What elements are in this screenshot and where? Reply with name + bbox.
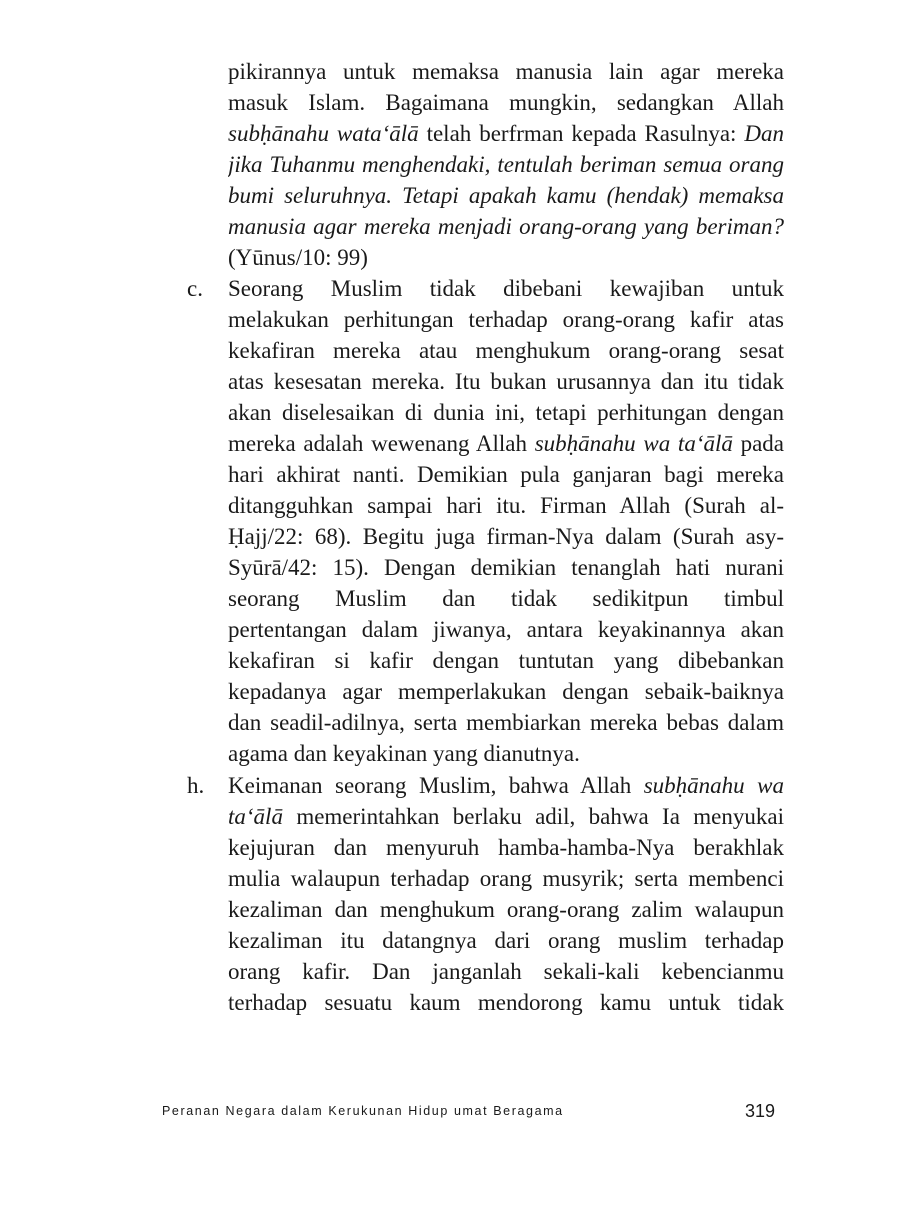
- italic-text: subḥānahu wata‘ālā: [228, 121, 419, 146]
- text-line: [228, 490, 784, 521]
- italic-text: subḥānahu wa ta‘ālā: [534, 431, 733, 456]
- text-run: kekafiran mereka atau menghukum orang-orang sesat: [228, 338, 784, 363]
- text-run: orang kafir. Dan janganlah sekali-kali kebencianmu: [228, 959, 784, 984]
- italic-text: bumi seluruhnya. Tetapi apakah kamu (hendak) memaksa: [228, 183, 784, 208]
- text-line: [228, 894, 784, 925]
- text-line: [228, 770, 784, 801]
- text-run: memerintahkan berlaku adil, bahwa Ia menyukai: [282, 804, 784, 829]
- text-run: seorang Muslim dan tidak sedikitpun timbul: [228, 586, 784, 611]
- text-run: telah berfrman kepada Rasulnya:: [418, 121, 745, 146]
- text-line: [228, 987, 784, 1018]
- text-line: [228, 863, 784, 894]
- text-line: [228, 521, 784, 552]
- text-run: dan seadil-adilnya, serta membiarkan mereka bebas dalam: [228, 710, 784, 735]
- text-run: pada: [732, 431, 784, 456]
- list-marker: h.: [187, 773, 205, 798]
- text-run: mereka adalah wewenang Allah: [228, 431, 535, 456]
- text-run: (Yūnus/10: 99): [228, 245, 368, 270]
- text-line: [228, 552, 784, 583]
- text-run: kezaliman itu datangnya dari orang muslim terhadap: [228, 928, 784, 953]
- text-line: [228, 801, 784, 832]
- text-run: Ḥajj/22: 68). Begitu juga firman-Nya dalam (Surah asy-: [228, 524, 784, 549]
- text-line: [228, 211, 784, 242]
- text-line: [228, 428, 784, 459]
- text-line: [228, 956, 784, 987]
- text-line: [228, 459, 784, 490]
- text-run: akan diselesaikan di dunia ini, tetapi perhitungan dengan: [228, 400, 784, 425]
- text-run: Keimanan seorang Muslim, bahwa Allah: [228, 773, 644, 798]
- text-line: [228, 118, 784, 149]
- text-run: ditangguhkan sampai hari itu. Firman Allah (Surah al-: [228, 493, 784, 518]
- text-line: [228, 676, 784, 707]
- text-line: [228, 335, 784, 366]
- text-line: [228, 149, 784, 180]
- text-line: [228, 738, 784, 769]
- italic-text: ta‘ālā: [228, 804, 283, 829]
- text-line: [228, 925, 784, 956]
- list-item-body: [228, 273, 784, 769]
- text-run: Seorang Muslim tidak dibebani kewajiban untuk: [228, 276, 784, 301]
- text-line: [228, 645, 784, 676]
- text-line: [228, 397, 784, 428]
- running-footer-title: Peranan Negara dalam Kerukunan Hidup umat Beragama: [162, 1104, 564, 1118]
- text-run: agama dan keyakinan yang dianutnya.: [228, 741, 580, 766]
- text-run: hari akhirat nanti. Demikian pula ganjaran bagi mereka: [228, 462, 784, 487]
- text-run: masuk Islam. Bagaimana mungkin, sedangkan Allah: [228, 90, 784, 115]
- text-line: [228, 304, 784, 335]
- text-line: [228, 583, 784, 614]
- text-run: kejujuran dan menyuruh hamba-hamba-Nya berakhlak: [228, 835, 784, 860]
- text-line: [228, 180, 784, 211]
- text-run: kekafiran si kafir dengan tuntutan yang dibebankan: [228, 648, 784, 673]
- text-run: melakukan perhitungan terhadap orang-orang kafir atas: [228, 307, 784, 332]
- text-line: [228, 242, 784, 273]
- text-line: [228, 614, 784, 645]
- italic-text: manusia agar mereka menjadi orang-orang yang beriman?: [228, 214, 784, 239]
- text-run: Syūrā/42: 15). Dengan demikian tenanglah hati nurani: [228, 555, 784, 580]
- text-line: [228, 707, 784, 738]
- text-run: pikirannya untuk memaksa manusia lain agar mereka: [228, 59, 784, 84]
- italic-text: jika Tuhanmu menghendaki, tentulah beriman semua orang: [228, 152, 784, 177]
- list-item-body: [228, 770, 784, 1018]
- text-line: [228, 273, 784, 304]
- text-line: [228, 87, 784, 118]
- text-line: [228, 832, 784, 863]
- italic-text: Dan: [744, 121, 784, 146]
- text-run: terhadap sesuatu kaum mendorong kamu untuk tidak: [228, 990, 784, 1015]
- text-run: kepadanya agar memperlakukan dengan sebaik-baiknya: [228, 679, 784, 704]
- text-run: atas kesesatan mereka. Itu bukan urusannya dan itu tidak: [228, 369, 784, 394]
- continuation-paragraph: [228, 56, 784, 273]
- list-marker: c.: [187, 276, 203, 301]
- text-run: pertentangan dalam jiwanya, antara keyakinannya akan: [228, 617, 784, 642]
- text-line: [228, 366, 784, 397]
- italic-text: subḥānahu wa: [643, 773, 784, 798]
- text-run: mulia walaupun terhadap orang musyrik; serta membenci: [228, 866, 784, 891]
- text-line: [228, 56, 784, 87]
- text-run: kezaliman dan menghukum orang-orang zalim walaupun: [228, 897, 784, 922]
- page-number: 319: [745, 1101, 776, 1121]
